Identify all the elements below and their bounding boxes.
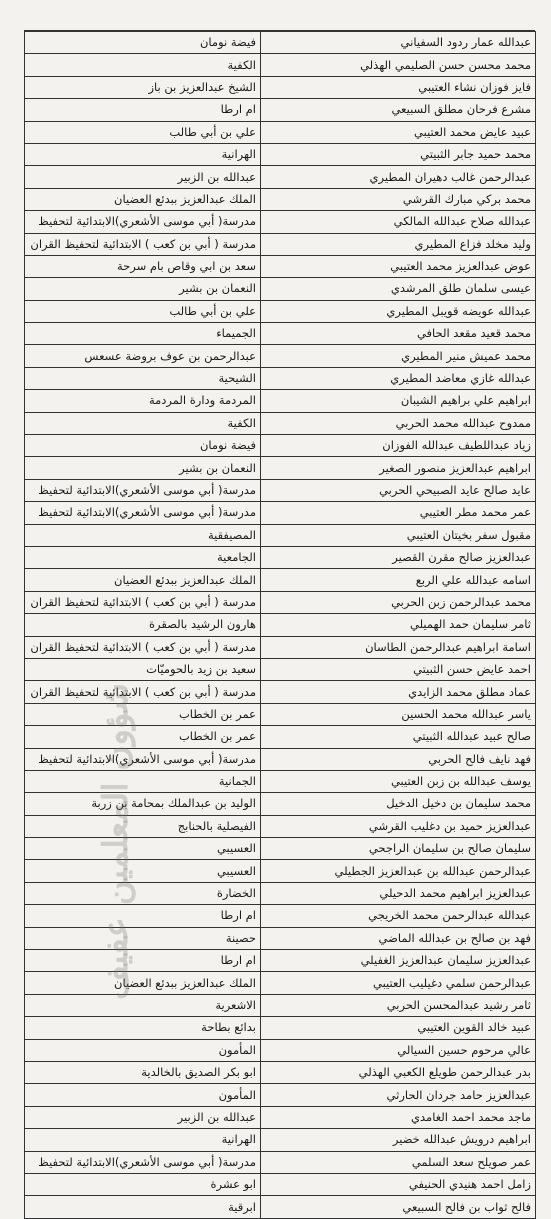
table-row [25,1129,536,1151]
table-row [25,390,536,412]
school-cell: الملك عبدالعزيز ببدئع العضيان [25,569,261,591]
teacher-name-cell: عبدالله عويضه قويبل المطيري [261,300,536,322]
school-cell: الهرانية [25,143,261,165]
teacher-name-cell: مشرع فرحان مطلق السبيعي [261,99,536,121]
school-cell: عبدالله بن الزبير [25,1106,261,1128]
table-row [25,815,536,837]
school-cell: الشيحية [25,367,261,389]
teacher-name-cell: عبدالعزيز ابراهيم محمد الدحيلي [261,882,536,904]
table-row [25,76,536,98]
table-row [25,1039,536,1061]
teacher-name-cell: عبدالعزيز حميد بن دغليب القرشي [261,815,536,837]
school-cell: الجمانية [25,770,261,792]
school-cell: ام ارطا [25,950,261,972]
school-cell: العسيبي [25,860,261,882]
school-cell: عمر بن الخطاب [25,726,261,748]
school-cell: عمر بن الخطاب [25,703,261,725]
table-row [25,1106,536,1128]
table-row [25,972,536,994]
teacher-name-cell: عيسى سلمان طلق المرشدي [261,278,536,300]
school-cell: سعد بن ابي وقاص بام سرحة [25,255,261,277]
school-cell: ابو بكر الصديق بالخالدية [25,1061,261,1083]
table-row [25,255,536,277]
table-row [25,658,536,680]
teacher-name-cell: ابراهيم عبدالعزيز منصور الصغير [261,457,536,479]
school-cell: بدائع بطاحة [25,1017,261,1039]
school-cell: هارون الرشيد بالصقرة [25,614,261,636]
teacher-name-cell: عمر محمد مطر العتيبي [261,502,536,524]
teacher-name-cell: محمد سليمان بن دخيل الدخيل [261,793,536,815]
table-row [25,882,536,904]
table-row [25,569,536,591]
table-row [25,166,536,188]
school-cell: سعيد بن زيد بالحوميّات [25,658,261,680]
table-row [25,323,536,345]
roster-body [25,32,536,1219]
school-cell: مدرسة ( أبي بن كعب ) الابتدائية لتحفيظ القران [25,591,261,613]
school-cell: النعمان بن بشير [25,457,261,479]
table-row [25,1196,536,1218]
teacher-name-cell: اسامة ابراهيم عبدالرحمن الطاسان [261,636,536,658]
teacher-name-cell: محمد حميد جابر الثبيتي [261,143,536,165]
school-cell: مدرسة( أبي موسى الأشعري)الابتدائية لتحفيظ [25,502,261,524]
table-row [25,435,536,457]
roster-sheet [24,30,535,1219]
teacher-name-cell: فهد بن صالح بن عبدالله الماضي [261,927,536,949]
teacher-name-cell: ابراهيم درويش عبدالله خضير [261,1129,536,1151]
teacher-name-cell: زياد عبداللطيف عبدالله الفوزان [261,435,536,457]
teacher-name-cell: محمد عبدالرحمن زبن الحربي [261,591,536,613]
table-row [25,546,536,568]
school-cell: مدرسة( أبي موسى الأشعري)الابتدائية لتحفيظ [25,748,261,770]
school-cell: ام ارطا [25,99,261,121]
table-row [25,860,536,882]
teacher-name-cell: ثامر رشيد عبدالمحسن الحربي [261,994,536,1016]
teacher-name-cell: عالي مرحوم حسين السيالي [261,1039,536,1061]
teacher-name-cell: ثامر سليمان حمد الهميلي [261,614,536,636]
school-cell: العسيبي [25,838,261,860]
school-cell: الجميماء [25,323,261,345]
teacher-name-cell: عبدالله عمار ردود السفياني [261,32,536,54]
school-cell: النعمان بن بشير [25,278,261,300]
school-cell: الوليد بن عبدالملك بمحامة بن زربة [25,793,261,815]
teacher-name-cell: بدر عبدالرحمن طويلع الكعبي الهذلي [261,1061,536,1083]
teacher-name-cell: صالح عبيد عبدالله الثبيتي [261,726,536,748]
table-row [25,300,536,322]
teacher-name-cell: عبدالرحمن عبدالله بن عبدالعزيز الجطيلي [261,860,536,882]
table-row [25,32,536,54]
teacher-name-cell: ممدوح عبدالله محمد الحربي [261,412,536,434]
table-row [25,278,536,300]
school-cell: الملك عبدالعزيز ببدئع العضيان [25,188,261,210]
table-row [25,770,536,792]
table-row [25,99,536,121]
teacher-name-cell: عبدالله غازي معاضد المطيري [261,367,536,389]
school-cell: الجامعية [25,546,261,568]
table-row [25,1173,536,1195]
watermark-text: شؤون المعلمين عفيف [96,683,136,1000]
school-cell: مدرسة ( أبي بن كعب ) الابتدائية لتحفيظ القران [25,681,261,703]
teacher-name-cell: عبدالرحمن سلمي دغيليب العتيبي [261,972,536,994]
table-row [25,726,536,748]
table-row [25,457,536,479]
school-cell: ابرقية [25,1196,261,1218]
teacher-name-cell: عبيد عايض محمد العتيبي [261,121,536,143]
teacher-name-cell: ابراهيم علي براهيم الشيبان [261,390,536,412]
teacher-name-cell: عبدالعزيز حامد جردان الحارثي [261,1084,536,1106]
teacher-name-cell: عماد مطلق محمد الزايدي [261,681,536,703]
table-row [25,233,536,255]
table-row [25,1084,536,1106]
teacher-name-cell: مقبول سفر بخيتان العتيبي [261,524,536,546]
table-row [25,1061,536,1083]
teacher-name-cell: عبدالله عبدالرحمن محمد الخريجي [261,905,536,927]
teacher-name-cell: فايز فوزان نشاء العتيبي [261,76,536,98]
teacher-name-cell: عبدالعزيز سليمان عبدالعزيز الغفيلي [261,950,536,972]
teacher-name-cell: احمد عايض حسن الثبيتي [261,658,536,680]
table-row [25,54,536,76]
teacher-name-cell: سليمان صالح بن سليمان الراجحي [261,838,536,860]
teacher-name-cell: محمد محسن حسن الصليمي الهذلي [261,54,536,76]
school-cell: مدرسة ( أبي بن كعب ) الابتدائية لتحفيظ القران [25,636,261,658]
table-row [25,345,536,367]
teacher-name-cell: محمد قعيد مقعد الحافي [261,323,536,345]
teacher-name-cell: ماجد محمد احمد الغامدي [261,1106,536,1128]
table-row [25,793,536,815]
teacher-name-cell: عبدالرحمن غالب دهيران المطيري [261,166,536,188]
school-cell: المصيفقية [25,524,261,546]
school-cell: المأمون [25,1084,261,1106]
school-cell: فيضة نومان [25,32,261,54]
table-row [25,950,536,972]
table-row [25,927,536,949]
table-row [25,412,536,434]
table-row [25,143,536,165]
table-row [25,121,536,143]
school-cell: مدرسة( أبي موسى الأشعري)الابتدائية لتحفيظ [25,479,261,501]
table-row [25,703,536,725]
school-cell: حصينة [25,927,261,949]
table-row [25,1017,536,1039]
table-row [25,502,536,524]
teacher-name-cell: ياسر عبدالله محمد الحسين [261,703,536,725]
table-row [25,188,536,210]
teacher-name-cell: عبيد خالد القوين العتيبي [261,1017,536,1039]
school-cell: علي بن أبي طالب [25,121,261,143]
table-row [25,367,536,389]
teacher-name-cell: محمد عميش منير المطيري [261,345,536,367]
school-cell: الشيخ عبدالعزيز بن باز [25,76,261,98]
table-row [25,614,536,636]
school-cell: الكفية [25,412,261,434]
school-cell: المردمة ودارة المردمة [25,390,261,412]
teacher-name-cell: وليد مخلد فزاع المطيري [261,233,536,255]
table-row [25,591,536,613]
school-cell: الخضارة [25,882,261,904]
school-cell: عبدالله بن الزبير [25,166,261,188]
school-cell: مدرسة( أبي موسى الأشعري)الابتدائية لتحفيظ [25,1151,261,1173]
table-row [25,905,536,927]
teacher-name-cell: عوض عبدالعزيز محمد العتيبي [261,255,536,277]
school-cell: ابو عشرة [25,1173,261,1195]
table-row [25,994,536,1016]
school-cell: مدرسة ( أبي بن كعب ) الابتدائية لتحفيظ القران [25,233,261,255]
teacher-name-cell: محمد بركي مبارك القرشي [261,188,536,210]
school-cell: ام ارطا [25,905,261,927]
table-row [25,524,536,546]
table-row [25,211,536,233]
table-row [25,479,536,501]
table-row [25,838,536,860]
school-cell: الاشعرية [25,994,261,1016]
table-row [25,681,536,703]
teacher-name-cell: زامل احمد هنيدي الحنيفي [261,1173,536,1195]
roster-table [24,31,536,1219]
school-cell: عبدالرحمن بن عوف بروضة عسعس [25,345,261,367]
teacher-name-cell: عبدالعزيز صالح مقرن القصير [261,546,536,568]
table-row [25,748,536,770]
school-cell: الهرانية [25,1129,261,1151]
school-cell: المأمون [25,1039,261,1061]
school-cell: علي بن أبي طالب [25,300,261,322]
teacher-name-cell: عمر صويلح سعد السلمي [261,1151,536,1173]
school-cell: فيضة نومان [25,435,261,457]
teacher-name-cell: فهد نايف فالح الحربي [261,748,536,770]
table-row [25,1151,536,1173]
table-row [25,636,536,658]
teacher-name-cell: يوسف عبدالله بن زبن العتيبي [261,770,536,792]
teacher-name-cell: فالح ثواب بن فالح السبيعي [261,1196,536,1218]
school-cell: الكفية [25,54,261,76]
school-cell: مدرسة( أبي موسى الأشعري)الابتدائية لتحفيظ [25,211,261,233]
school-cell: الملك عبدالعزيز ببدئع العضيان [25,972,261,994]
teacher-name-cell: عبدالله صلاح عبدالله المالكي [261,211,536,233]
teacher-name-cell: اسامه عبدالله علي الربع [261,569,536,591]
teacher-name-cell: عايد صالح عايد الصبيحي الحربي [261,479,536,501]
school-cell: الفيصلية بالحنابج [25,815,261,837]
